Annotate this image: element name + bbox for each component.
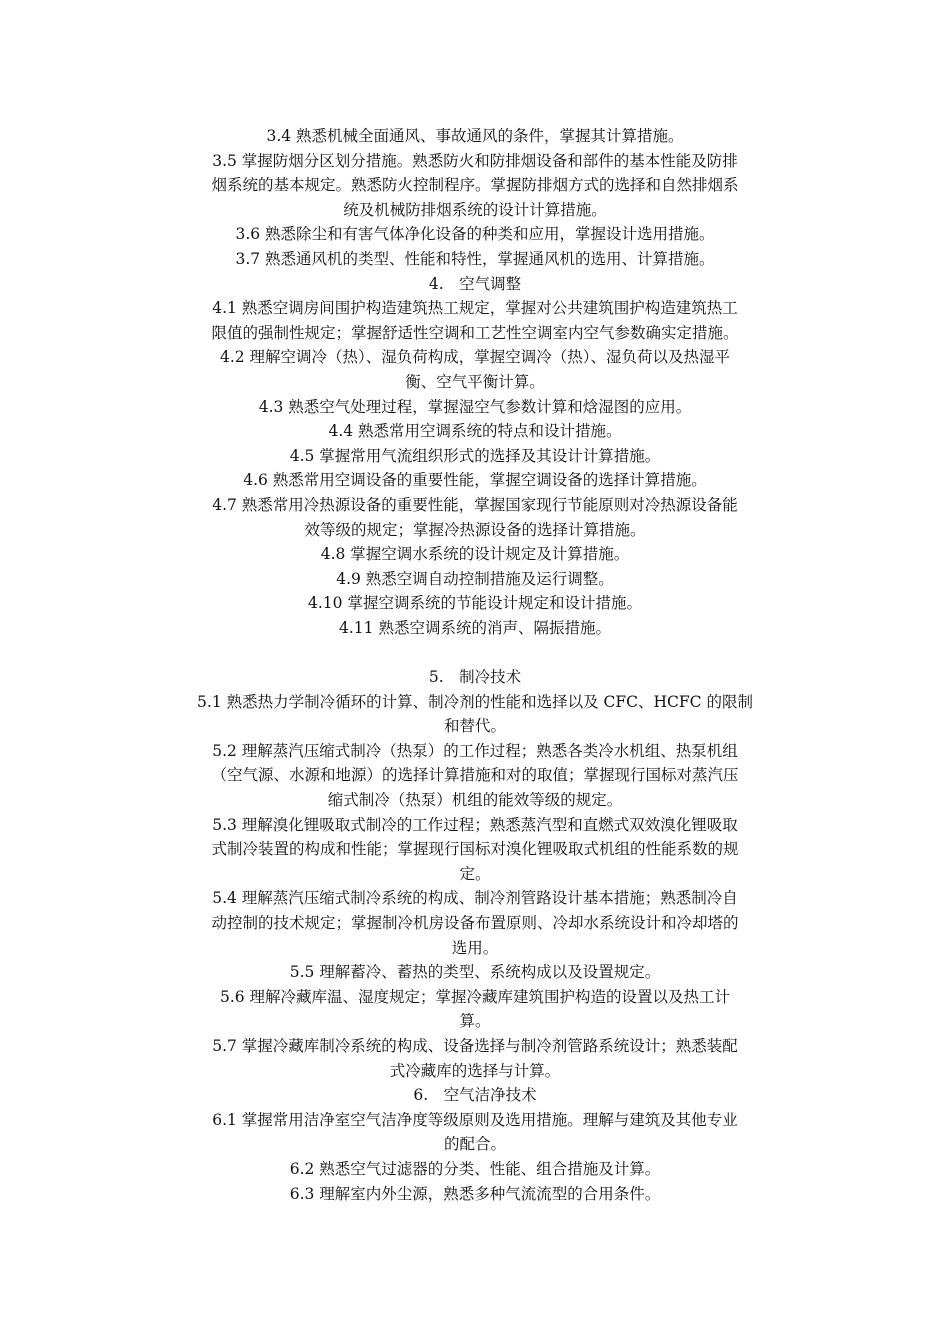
- text-line: 6.3 理解室内外尘源，熟悉多种气流流型的合用条件。: [289, 1184, 661, 1203]
- text-line: 式制冷装置的构成和性能；掌握现行国标对溴化锂吸取式机组的性能系数的规: [211, 840, 739, 859]
- text-line: 4.3 熟悉空气处理过程，掌握湿空气参数计算和焓湿图的应用。: [258, 397, 692, 416]
- text-line: 5.2 理解蒸汽压缩式制冷（热泵）的工作过程；熟悉各类冷水机组、热泵机组: [212, 741, 738, 760]
- text-line: 限值的强制性规定；掌握舒适性空调和工艺性空调室内空气参数确实定措施。: [211, 323, 739, 342]
- text-line: 4.2 理解空调冷（热）、湿负荷构成，掌握空调冷（热）、湿负荷以及热湿平: [219, 348, 731, 367]
- text-line: 4.8 掌握空调水系统的设计规定及计算措施。: [320, 545, 630, 564]
- text-line: 5.1 熟悉热力学制冷循环的计算、制冷剂的性能和选择以及 CFC、HCFC 的限制: [197, 692, 753, 711]
- text-line: 统及机械防排烟系统的设计计算措施。: [343, 200, 607, 219]
- text-line: 定。: [459, 864, 491, 883]
- text-line: 3.7 熟悉通风机的类型、性能和特性，掌握通风机的选用、计算措施。: [235, 249, 715, 268]
- section-heading: 4. 空气调整: [428, 274, 522, 293]
- text-line: 的配合。: [443, 1135, 506, 1154]
- text-line: 缩式制冷（热泵）机组的能效等级的规定。: [327, 791, 623, 810]
- blank-line: [142, 640, 808, 665]
- text-line: 4.11 熟悉空调系统的消声、隔振措施。: [339, 618, 611, 637]
- text-line: 4.9 熟悉空调自动控制措施及运行调整。: [336, 569, 614, 588]
- text-line: 3.6 熟悉除尘和有害气体净化设备的种类和应用，掌握设计选用措施。: [235, 225, 715, 244]
- text-line: 5.6 理解冷藏库温、湿度规定；掌握冷藏库建筑围护构造的设置以及热工计: [219, 987, 731, 1006]
- text-line: 3.4 熟悉机械全面通风、事故通风的条件，掌握其计算措施。: [266, 127, 684, 145]
- text-line: 3.5 掌握防烟分区划分措施。熟悉防火和防排烟设备和部件的基本性能及防排: [212, 151, 738, 170]
- section-heading: 6. 空气洁净技术: [413, 1086, 537, 1105]
- document-body: [142, 124, 808, 1206]
- text-line: 4.6 熟悉常用空调设备的重要性能，掌握空调设备的选择计算措施。: [243, 471, 707, 490]
- text-line: 4.7 熟悉常用冷热源设备的重要性能，掌握国家现行节能原则对冷热源设备能: [212, 495, 738, 514]
- text-line: 4.5 掌握常用气流组织形式的选择及其设计计算措施。: [289, 446, 661, 465]
- text-line: 5.7 掌握冷藏库制冷系统的构成、设备选择与制冷剂管路系统设计；熟悉装配: [212, 1036, 738, 1055]
- text-line: 衡、空气平衡计算。: [405, 372, 545, 391]
- text-line: 动控制的技术规定；掌握制冷机房设备布置原则、冷却水系统设计和冷却塔的: [211, 914, 739, 932]
- text-line: 5.5 理解蓄冷、蓄热的类型、系统构成以及设置规定。: [289, 963, 661, 982]
- text-line: 4.1 熟悉空调房间围护构造建筑热工规定，掌握对公共建筑围护构造建筑热工: [212, 299, 738, 318]
- text-line: 4.10 掌握空调系统的节能设计规定和设计措施。: [308, 594, 642, 613]
- section-heading: 5. 制冷技术: [428, 668, 522, 687]
- text-line: 式冷藏库的选择与计算。: [389, 1061, 561, 1080]
- text-line: 5.4 理解蒸汽压缩式制冷系统的构成、制冷剂管路设计基本措施；熟悉制冷自: [212, 889, 738, 908]
- text-line: 4.4 熟悉常用空调系统的特点和设计措施。: [328, 422, 622, 441]
- text-line: 6.1 掌握常用洁净室空气洁净度等级原则及选用措施。理解与建筑及其他专业: [212, 1110, 738, 1129]
- text-line: 算。: [459, 1012, 491, 1031]
- text-line: 选用。: [451, 938, 499, 957]
- text-line: 烟系统的基本规定。熟悉防火控制程序。掌握防排烟方式的选择和自然排烟系: [211, 176, 739, 195]
- text-line: 5.3 理解溴化锂吸取式制冷的工作过程；熟悉蒸汽型和直燃式双效溴化锂吸取: [212, 815, 738, 834]
- text-line: 6.2 熟悉空气过滤器的分类、性能、组合措施及计算。: [289, 1159, 661, 1178]
- text-line: （空气源、水源和地源）的选择计算措施和对的取值；掌握现行国标对蒸汽压: [211, 766, 739, 785]
- text-line: 和替代。: [443, 717, 506, 736]
- text-line: 效等级的规定；掌握冷热源设备的选择计算措施。: [304, 520, 646, 539]
